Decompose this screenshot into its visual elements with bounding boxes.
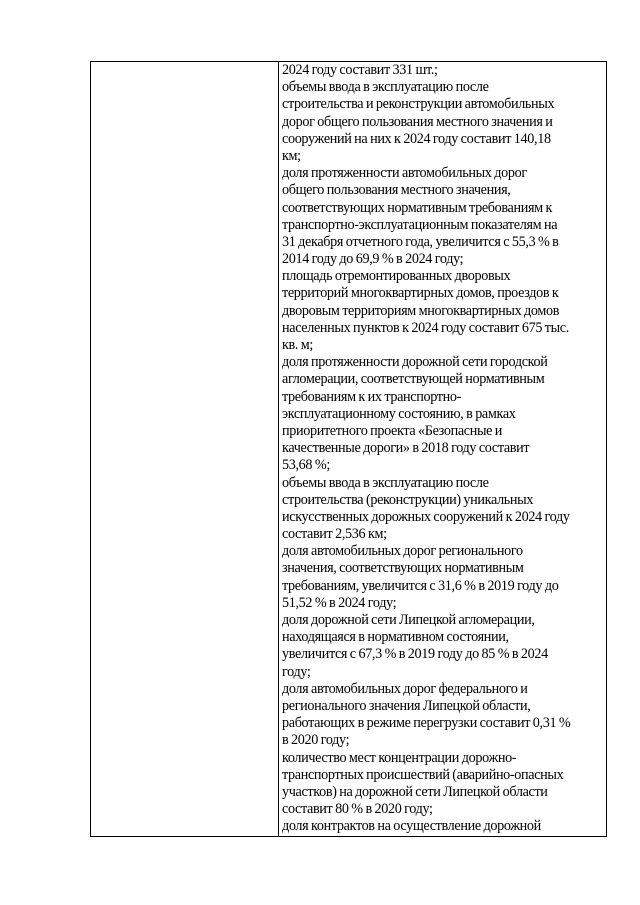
text-line: регионального значения Липецкой области, xyxy=(282,697,531,714)
text-line: работающих в режиме перегрузки составит 0,31 % xyxy=(282,715,571,732)
text-line: агломерации, соответствующей нормативным xyxy=(282,371,545,388)
text-line: году; xyxy=(282,663,311,680)
text-line: км; xyxy=(282,147,301,164)
text-line: составит 80 % в 2020 году; xyxy=(282,801,433,818)
text-line: находящаяся в нормативном состоянии, xyxy=(282,629,509,646)
text-line: транспортных происшествий (аварийно-опасных xyxy=(282,766,564,783)
text-line: доля протяженности автомобильных дорог xyxy=(282,165,527,182)
text-line: 31 декабря отчетного года, увеличится с 55,3 % в xyxy=(282,233,559,250)
text-line: кв. м; xyxy=(282,337,314,353)
text-line: дорог общего пользования местного значения и xyxy=(282,113,553,130)
text-line: строительства и реконструкции автомобильных xyxy=(282,96,555,113)
text-line: искусственных дорожных сооружений к 2024 году xyxy=(282,508,570,525)
text-line: соответствующих нормативным требованиям к xyxy=(282,199,553,216)
text-line: 2014 году до 69,9 % в 2024 году; xyxy=(282,251,464,268)
text-line: территорий многоквартирных домов, проездов к xyxy=(282,285,559,302)
document-table xyxy=(90,61,607,837)
text-line: площадь отремонтированных дворовых xyxy=(282,268,511,285)
text-line: приоритетного проекта «Безопасные и xyxy=(282,422,503,439)
text-line: увеличится с 67,3 % в 2019 году до 85 % в 2024 xyxy=(282,646,548,663)
text-line: доля автомобильных дорог регионального xyxy=(282,543,523,560)
text-line: доля контрактов на осуществление дорожной xyxy=(282,818,541,835)
text-line: объемы ввода в эксплуатацию после xyxy=(282,474,489,491)
text-line: населенных пунктов к 2024 году составит 675 тыс. xyxy=(282,319,569,336)
text-line: транспортно-эксплуатационным показателям на xyxy=(282,216,558,233)
text-line: доля автомобильных дорог федерального и xyxy=(282,680,528,697)
text-line: участков) на дорожной сети Липецкой области xyxy=(282,783,548,800)
text-line: общего пользования местного значения, xyxy=(282,182,511,199)
text-line: 51,52 % в 2024 году; xyxy=(282,594,397,611)
text-line: 53,68 %; xyxy=(282,457,330,474)
text-line: требованиям, увеличится с 31,6 % в 2019 году до xyxy=(282,577,559,594)
text-line: количество мест концентрации дорожно- xyxy=(282,749,517,766)
text-line: значения, соответствующих нормативным xyxy=(282,560,524,577)
text-line: объемы ввода в эксплуатацию после xyxy=(282,79,489,96)
text-line: эксплуатационному состоянию, в рамках xyxy=(282,405,516,422)
text-line: требованиям к их транспортно- xyxy=(282,388,462,405)
text-line: доля дорожной сети Липецкой агломерации, xyxy=(282,612,535,628)
text-line: доля протяженности дорожной сети городской xyxy=(282,354,548,371)
table-left-cell xyxy=(91,62,279,836)
text-line: сооружений на них к 2024 году составит 140,18 xyxy=(282,130,551,147)
text-line: дворовым территориям многоквартирных домов xyxy=(282,302,560,319)
text-line: качественные дороги» в 2018 году составит xyxy=(282,440,530,457)
text-line: строительства (реконструкции) уникальных xyxy=(282,491,534,508)
table-right-cell xyxy=(282,62,604,836)
text-line: в 2020 году; xyxy=(282,732,350,749)
text-line: 2024 году составит 331 шт.; xyxy=(282,62,438,78)
text-line: составит 2,536 км; xyxy=(282,526,387,543)
